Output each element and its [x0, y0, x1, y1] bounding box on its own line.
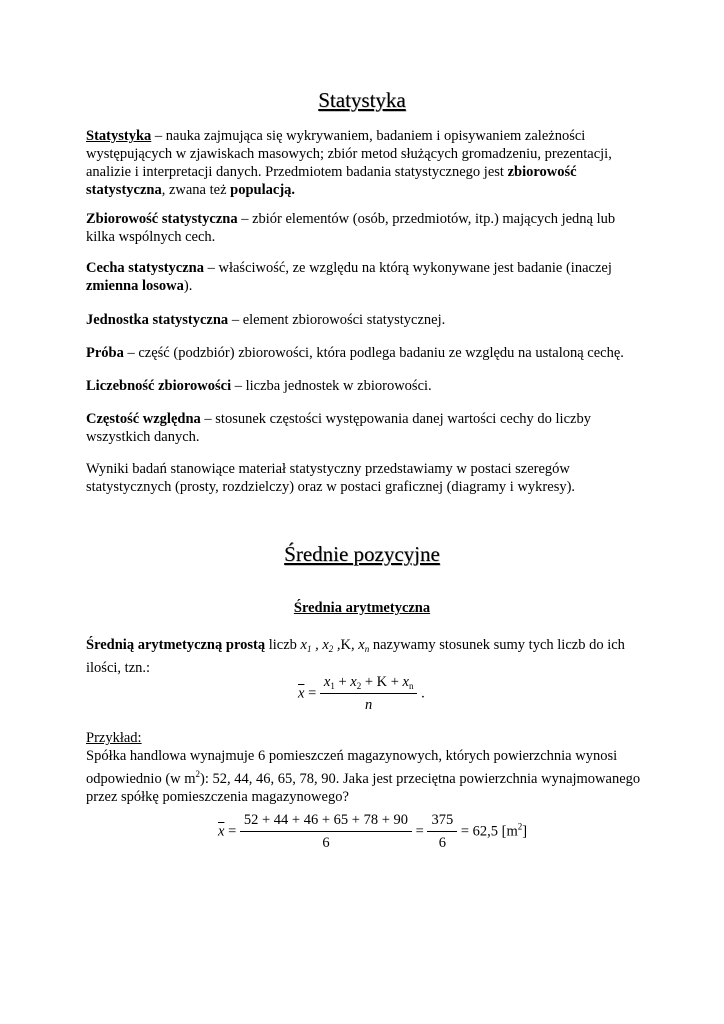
paragraph-proba	[86, 344, 646, 362]
term-proba: Próba	[86, 345, 124, 361]
example-block	[86, 729, 646, 806]
sum-denominator: 6	[322, 835, 330, 851]
term-liczebnosc: Liczebność zbiorowości	[86, 378, 232, 394]
example-text: Spółka handlowa wynajmuje 6 pomieszczeń magazynowych, których powierzchnia wynosi odpowiednio (w $m^2$): 52, 44, 46, 65, 78, 90. Jaka jest przeciętna powierzchnia wynajmowanego przez spółkę pomieszczenia magazynowego?	[86, 748, 641, 805]
result-text: = 62,5 [m	[460, 823, 518, 840]
page-title: Statystyka	[318, 88, 406, 112]
term-statystyka: Statystyka	[86, 128, 152, 144]
subsection-title: Średnia arytmetyczna	[293, 600, 431, 616]
term-zbiorowosc: Zbiorowość statystyczna	[86, 211, 238, 227]
total-numerator: 375	[427, 812, 457, 832]
term-cecha: Cecha statystyczna	[86, 260, 204, 276]
paragraph-zbiorowosc	[86, 210, 646, 246]
paragraph-liczebnosc	[86, 377, 646, 395]
formula-period: .	[421, 685, 425, 702]
term-czestosc: Częstość względna	[86, 411, 201, 427]
total-denominator: 6	[438, 835, 446, 851]
sum-numerator: 52 + 44 + 46 + 65 + 78 + 90	[240, 812, 412, 832]
x-bar-symbol: $\overline{x}$	[298, 685, 305, 702]
definition-text: – liczba jednostek w zbiorowości.	[231, 378, 432, 394]
sum-fraction	[240, 812, 412, 852]
definition-text: – zbiór elementów (osób, przedmiotów, itp.) mających jedną lub kilka wspólnych cech.	[86, 211, 616, 245]
bold-zbiorowosc: zbiorowość statystyczna	[86, 164, 577, 198]
mean-formula: $\overline{x}$ = $\frac{x_1 + x_2 + K + x_n}{n}$ .	[298, 674, 425, 713]
paragraph-statystyka	[86, 127, 646, 199]
definition-text: – nauka zajmująca się wykrywaniem, badaniem i opisywaniem zależności występujących w zjawiskach masowych; zbiór metod służących gromadzeniu, prezentacji, analizie i interpretacji danych. Przedmiotem badania statystycznego jest	[86, 128, 612, 180]
variables-list: $x_1$ , $x_2$ ,	[300, 637, 341, 654]
paragraph-czestosc	[86, 410, 646, 446]
definition-text: liczb	[265, 637, 301, 653]
paragraph-wyniki	[86, 460, 646, 496]
definition-text: – właściwość, ze względu na którą wykonywane jest badanie (inaczej	[204, 260, 612, 276]
example-heading: Przykład:	[86, 730, 142, 746]
bold-populacja: populacją.	[230, 182, 296, 198]
definition-text: – stosunek częstości występowania danej wartości cechy do liczby wszystkich danych.	[86, 411, 591, 445]
ellipsis-glyph: K	[340, 637, 352, 653]
paragraph-srednia-definition: Średnią arytmetyczną prostą liczb $x_1$ , $x_2$ ,K, $x_n$ nazywamy stosunek sumy tych liczb do ich ilości, tzn.:	[86, 637, 625, 676]
bold-zmienna-losowa: zmienna losowa	[86, 278, 184, 294]
definition-text: – element zbiorowości statystycznej.	[228, 312, 446, 328]
definition-text: ).	[183, 278, 193, 294]
x-bar-symbol: $\overline{x}$	[218, 823, 225, 840]
term-jednostka: Jednostka statystyczna	[86, 312, 229, 328]
section-title: Średnie pozycyjne	[284, 542, 440, 566]
paragraph-jednostka	[86, 311, 646, 329]
mean-fraction	[320, 674, 418, 714]
term-srednia: Średnią arytmetyczną prostą	[86, 637, 266, 653]
total-fraction	[427, 812, 457, 852]
definition-text: , zwana też	[161, 182, 231, 198]
definition-text: – część (podzbiór) zbiorowości, która podlega badaniu ze względu na ustaloną cechę.	[123, 345, 624, 361]
example-calculation: $\overline{x}$ = $\frac{52 + 44 + 46 + 65 + 78 + 90}{6}$ = $\frac{375}{6}$ = 62,5 $[m^2]$	[218, 812, 528, 851]
body-text: Wyniki badań stanowiące materiał statystyczny przedstawiamy w postaci szeregów statystycznych (prosty, rozdzielczy) oraz w postaci graficznej (diagramy i wykresy).	[86, 461, 576, 495]
definition-text: nazywamy stosunek sumy tych liczb do ich ilości, tzn.:	[86, 637, 625, 676]
fraction-numerator: $x_1 + x_2 + K + x_n$	[320, 674, 418, 694]
fraction-denominator: n	[365, 697, 373, 713]
paragraph-cecha	[86, 259, 646, 295]
